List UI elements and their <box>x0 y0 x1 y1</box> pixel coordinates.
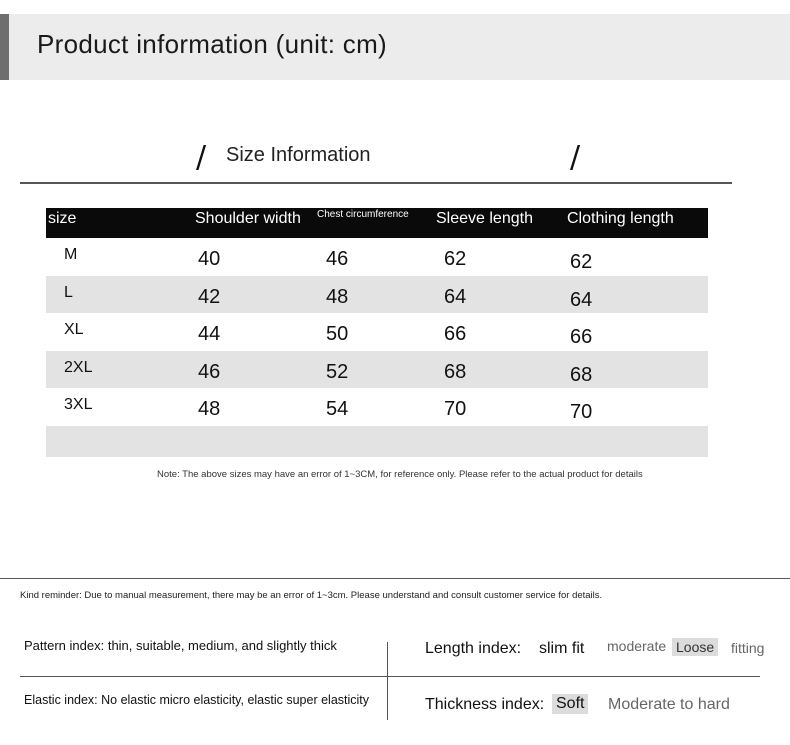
thickness-index-label: Thickness index: <box>425 696 545 713</box>
cell-shoulder: 44 <box>198 323 221 345</box>
cell-length: 66 <box>570 326 593 348</box>
index-vertical-divider <box>387 642 388 720</box>
cell-sleeve: 66 <box>444 323 467 345</box>
section-divider <box>20 182 732 184</box>
elastic-index: Elastic index: No elastic micro elasticity, elastic super elasticity <box>24 693 370 707</box>
cell-sleeve: 70 <box>444 398 467 420</box>
thickness-option-soft: Soft <box>552 694 588 714</box>
cell-chest: 54 <box>326 398 349 420</box>
kind-reminder: Kind reminder: Due to manual measurement, there may be an error of 1~3cm. Please understand and consult customer service for details. <box>20 590 603 601</box>
cell-size: L <box>64 283 73 301</box>
index-horizontal-divider <box>20 676 760 677</box>
header-accent <box>0 14 9 80</box>
column-header-chest: Chest circumference <box>317 209 409 220</box>
cell-chest: 50 <box>326 323 349 345</box>
thickness-option-moderate-to-hard: Moderate to hard <box>608 696 730 713</box>
cell-sleeve: 62 <box>444 248 467 270</box>
length-option-loose: Loose <box>672 638 718 656</box>
pattern-index: Pattern index: thin, suitable, medium, and slightly thick <box>24 638 337 653</box>
cell-shoulder: 46 <box>198 360 221 383</box>
size-table <box>46 208 708 457</box>
column-header-length: Clothing length <box>567 210 674 227</box>
table-row <box>46 238 708 276</box>
table-row <box>46 276 708 314</box>
cell-length: 68 <box>570 363 593 386</box>
header-bar <box>0 14 790 80</box>
table-header <box>46 208 708 238</box>
cell-shoulder: 48 <box>198 398 221 420</box>
column-header-shoulder: Shoulder width <box>195 210 301 227</box>
length-index-label: Length index: <box>425 640 522 657</box>
cell-size: 3XL <box>64 396 93 413</box>
cell-chest: 46 <box>326 248 349 270</box>
cell-size: M <box>64 246 78 263</box>
table-row-empty <box>46 426 708 457</box>
cell-chest: 52 <box>326 360 349 383</box>
length-option-moderate: moderate <box>607 638 667 654</box>
table-row <box>46 313 708 351</box>
length-option-fitting: fitting <box>731 640 765 656</box>
section-slash-right: / <box>570 140 581 175</box>
cell-size: XL <box>64 321 84 338</box>
cell-length: 64 <box>570 288 593 311</box>
cell-shoulder: 42 <box>198 285 221 308</box>
bottom-divider <box>0 578 790 579</box>
cell-length: 62 <box>570 251 593 273</box>
cell-size: 2XL <box>64 358 93 376</box>
cell-shoulder: 40 <box>198 248 221 270</box>
table-row <box>46 351 708 389</box>
cell-length: 70 <box>570 401 593 423</box>
cell-sleeve: 64 <box>444 285 467 308</box>
length-option-slim-fit: slim fit <box>539 640 585 657</box>
section-title: Size Information <box>226 144 371 166</box>
column-header-sleeve: Sleeve length <box>436 210 533 227</box>
table-note: Note: The above sizes may have an error of 1~3CM, for reference only. Please refer to the actual product for details <box>157 469 643 480</box>
table-row <box>46 388 708 426</box>
column-header-size: size <box>48 210 77 227</box>
section-slash-left: / <box>196 140 207 175</box>
cell-sleeve: 68 <box>444 360 467 383</box>
cell-chest: 48 <box>326 285 349 308</box>
page-title: Product information (unit: cm) <box>37 29 388 59</box>
